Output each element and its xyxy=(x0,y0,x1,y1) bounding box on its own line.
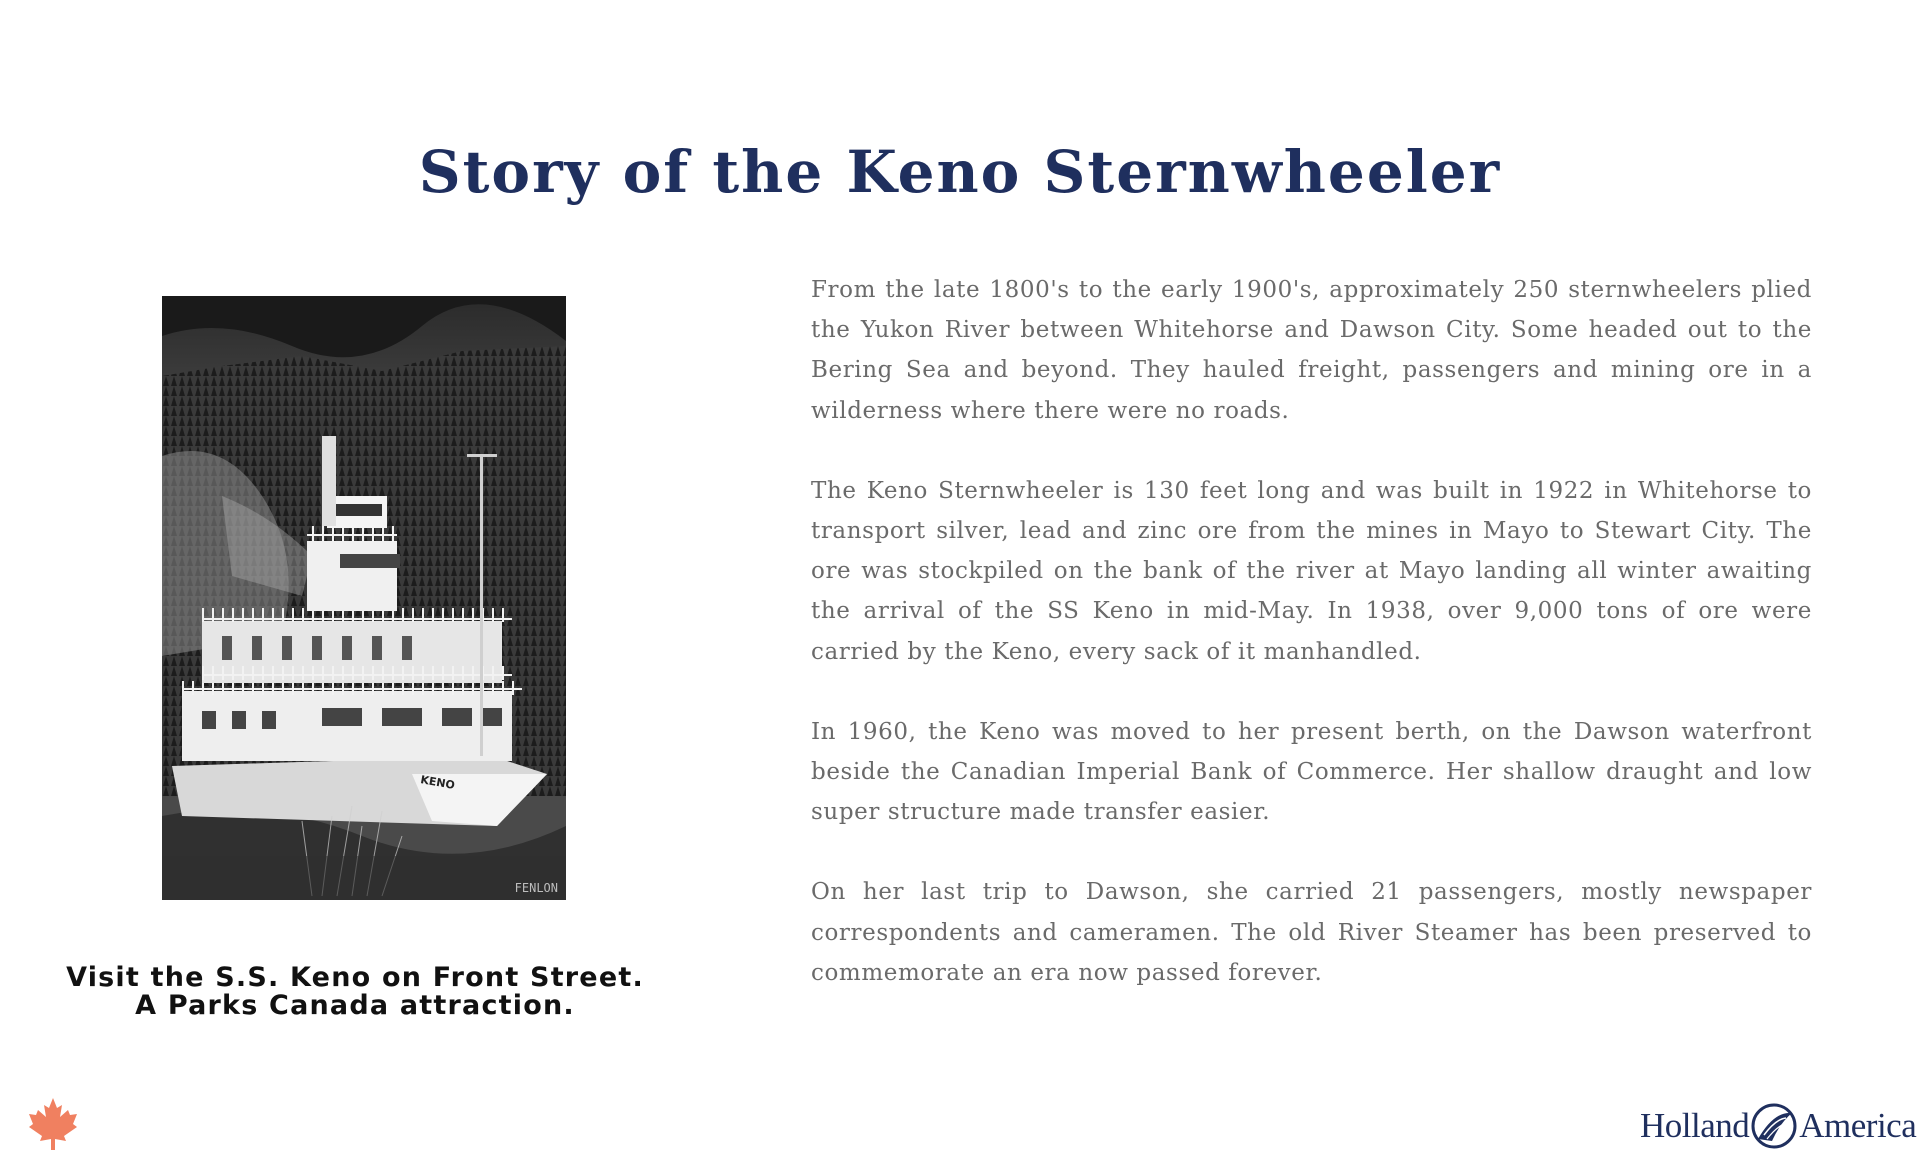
boat-name-label: KENO xyxy=(419,773,456,792)
story-text xyxy=(811,270,1812,1033)
logo-word-america: America xyxy=(1799,1106,1917,1145)
photo-credit: FENLON xyxy=(514,881,558,895)
ship-emblem-icon xyxy=(1750,1101,1798,1151)
page-title: Story of the Keno Sternwheeler xyxy=(418,138,1502,206)
logo-word-holland: Holland xyxy=(1640,1106,1750,1145)
holland-america-logo xyxy=(1640,1098,1916,1154)
paragraph-3: In 1960, the Keno was moved to her present berth, on the Dawson waterfront beside the Canadian Imperial Bank of Commerce. Her shallow draught and low super structure made transfer easier. xyxy=(811,718,1812,826)
paragraph-1: From the late 1800's to the early 1900's, approximately 250 sternwheelers plied the Yukon River between Whitehorse and Dawson City. Some headed out to the Bering Sea and beyond. They hauled freight, passengers and mining ore in a wilderness where there were no roads. xyxy=(811,277,1812,424)
sternwheeler-photo xyxy=(162,296,566,900)
caption-line-1: Visit the S.S. Keno on Front Street. xyxy=(66,962,644,993)
paragraph-4: On her last trip to Dawson, she carried 21 passengers, mostly newspaper correspondents and cameramen. The old River Steamer has been preserved to commemorate an era now passed forever. xyxy=(811,879,1812,986)
maple-leaf-icon xyxy=(26,1096,80,1152)
paragraph-2: The Keno Sternwheeler is 130 feet long and was built in 1922 in Whitehorse to transport silver, lead and zinc ore from the mines in Mayo to Stewart City. The ore was stockpiled on the bank of the river at Mayo landing all winter awaiting the arrival of the SS Keno in mid-May. In 1938, over 9,000 tons of ore were carried by the Keno, every sack of it manhandled. xyxy=(811,477,1812,665)
caption-line-2: A Parks Canada attraction. xyxy=(135,990,575,1021)
visit-caption xyxy=(40,964,670,1020)
